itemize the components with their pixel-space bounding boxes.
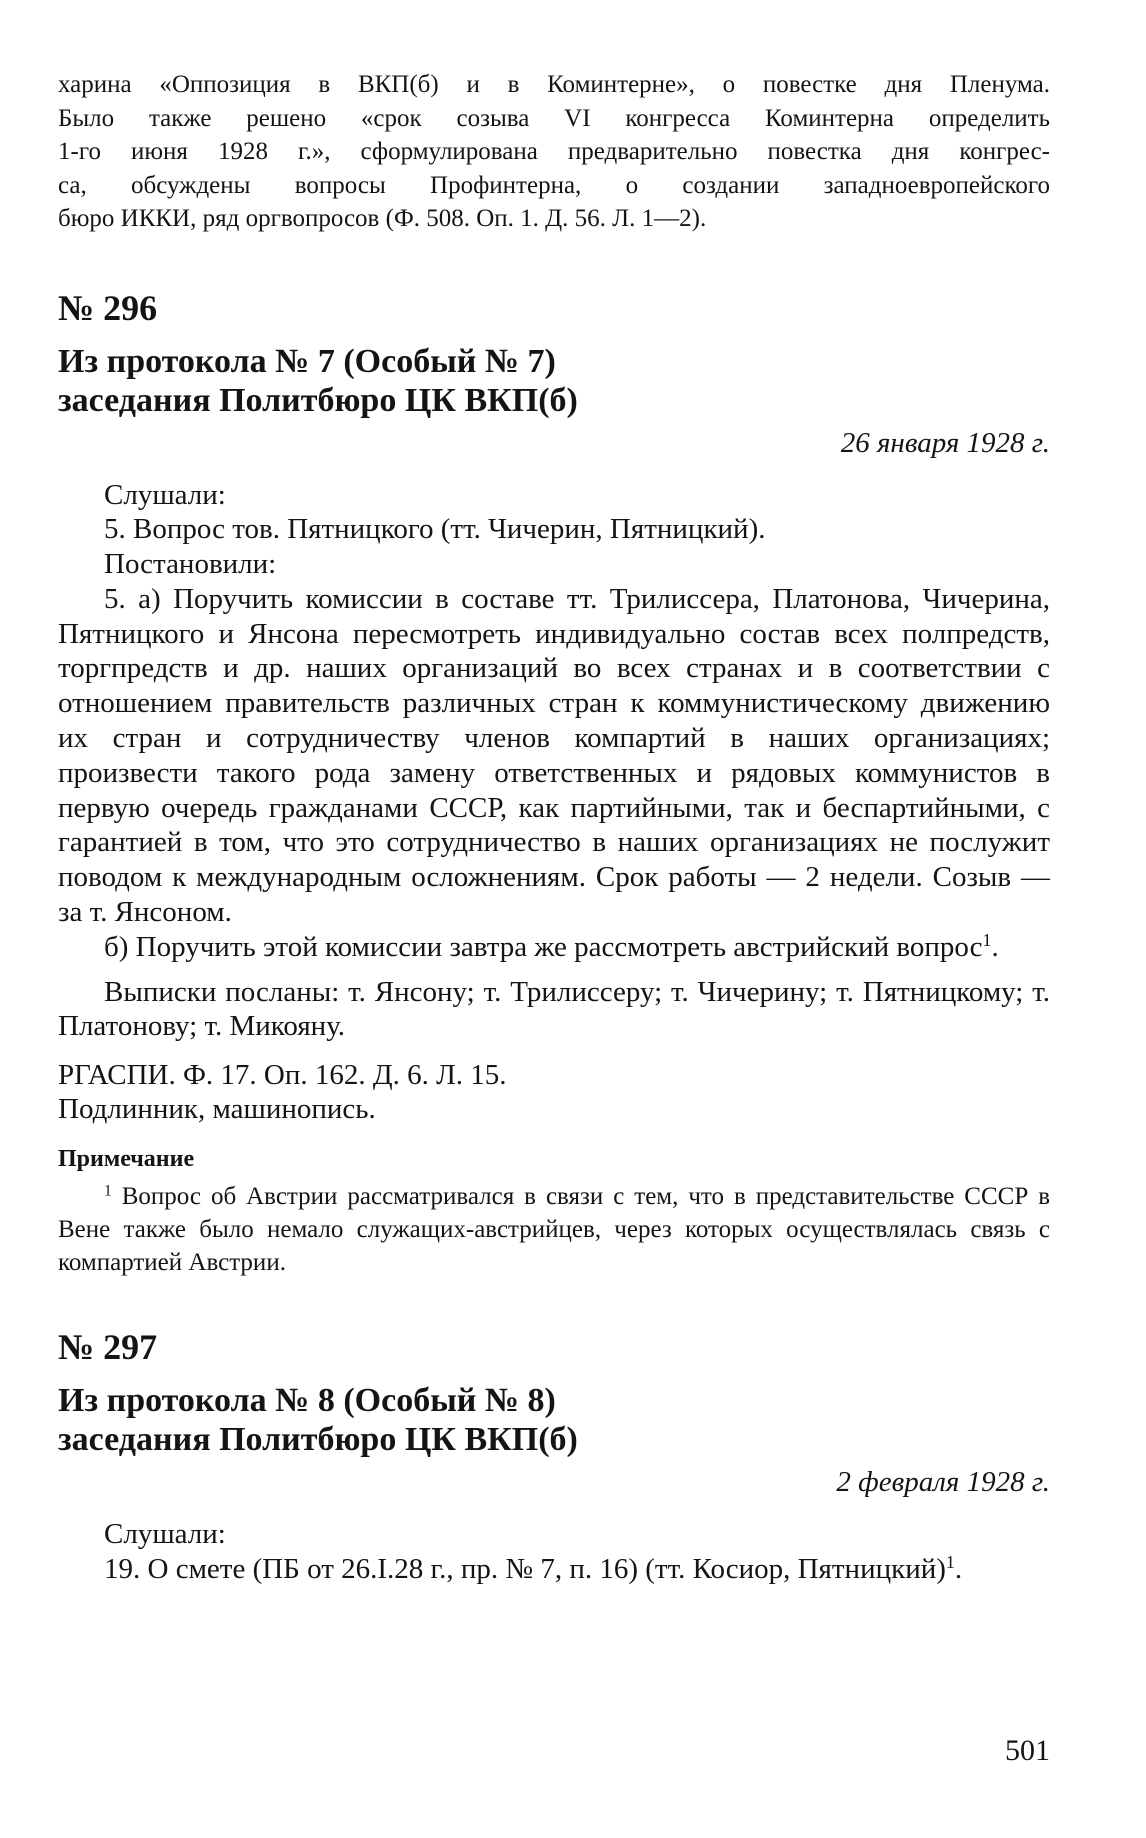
footnote-marker: 1 [945, 1552, 955, 1573]
page-number: 501 [1005, 1734, 1050, 1767]
resolution-b: б) Поручить этой комиссии завтра же рассмотреть австрийский вопрос$^1$. [104, 929, 999, 963]
intro-line: Было также решено «срок созыва VI конгресса Коминтерна определить [58, 104, 1050, 132]
document-body [58, 1517, 1050, 1587]
document-title-line: заседания Политбюро ЦК ВКП(б) [58, 381, 578, 419]
document-title-line: Из протокола № 7 (Особый № 7) [58, 342, 556, 380]
page-content [58, 68, 1050, 1587]
intro-line: са, обсуждены вопросы Профинтерна, о создании западноевропейского [58, 171, 1050, 199]
footnote-marker: 1 [982, 929, 992, 950]
archive-ref: РГАСПИ. Ф. 17. Оп. 162. Д. 6. Л. 15. [58, 1059, 507, 1092]
resolution-b-text: б) Поручить этой комиссии завтра же рассмотреть австрийский вопрос [104, 930, 983, 963]
intro-line: бюро ИККИ, ряд оргвопросов (Ф. 508. Оп. 1. Д. 56. Л. 1—2). [58, 205, 707, 232]
archive-note: Подлинник, машинопись. [58, 1093, 376, 1126]
intro-line: 1-го июня 1928 г.», сформулирована предварительно повестка дня конгрес- [58, 138, 1050, 165]
intro-line: харина «Оппозиция в ВКП(б) и в Коминтерне», о повестке дня Пленума. [58, 71, 1050, 98]
heard-label: Слушали: [104, 1518, 226, 1551]
document-date: 2 февраля 1928 г. [836, 1466, 1050, 1499]
heard-item: 5. Вопрос тов. Пятницкого (тт. Чичерин, Пятницкий). [104, 513, 766, 546]
document-title-line: Из протокола № 8 (Особый № 8) [58, 1382, 556, 1420]
heard-item-text: 19. О смете (ПБ от 26.I.28 г., пр. № 7, п. 16) (тт. Косиор, Пятницкий) [104, 1553, 946, 1586]
footnote-text [58, 1180, 1050, 1279]
document-number: № 297 [58, 1327, 158, 1368]
heard-label: Слушали: [104, 478, 226, 511]
resolved-label: Постановили: [104, 548, 277, 581]
intro-paragraph [58, 68, 1050, 236]
document-296 [58, 288, 1050, 1280]
resolution-a: 5. а) Поручить комиссии в составе тт. Трилиссера, Платонова, Чичерина, Пятницкого и Янсона пересмотреть индивидуально состав всех полпредств, торгпредств и др. наших организаций во всех странах и в соответствии с отношением правительств различных стран к коммунистическому движению их стран и сотрудничеству членов компартий в наших организациях; произвести такого рода замену ответственных и рядовых коммунистов в первую очередь гражданами СССР, как партийными, так и беспартийными, с гарантией в том, что это сотрудничество в наших организациях не послужит поводом к международным осложнениям. Срок работы — 2 недели. Созыв — за т. Янсоном. [58, 582, 1050, 929]
extracts-sent: Выписки посланы: т. Янсону; т. Трилиссеру; т. Чичерину; т. Пятницкому; т. Платонову; т. Микояну. [58, 975, 1050, 1043]
archive-reference [58, 1058, 1050, 1126]
footnote-body: Вопрос об Австрии рассматривался в связи с тем, что в представительстве СССР в Вене также было немало служащих-австрийцев, через которых осуществлялась связь с компартией Австрии. [58, 1183, 1050, 1277]
document-297 [58, 1327, 1050, 1587]
document-body [58, 478, 1050, 1045]
document-number: № 296 [58, 287, 158, 328]
document-date: 26 января 1928 г. [840, 426, 1050, 459]
document-title-line: заседания Политбюро ЦК ВКП(б) [58, 1421, 578, 1459]
heard-item: 19. О смете (ПБ от 26.I.28 г., пр. № 7, п. 16) (тт. Косиор, Пятницкий)$^1$. [104, 1552, 963, 1586]
note-heading: Примечание [58, 1146, 195, 1173]
footnote-marker: 1 [104, 1182, 112, 1200]
